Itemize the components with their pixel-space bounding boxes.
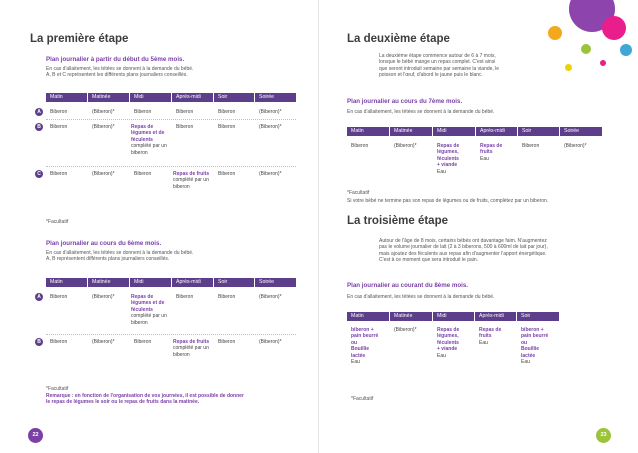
intro-line: A, B et C représentent les différents plans journaliers conseillés. <box>46 72 188 79</box>
footnote: *Facultatif <box>351 396 374 402</box>
section-intro <box>46 66 193 79</box>
table-cell-meal <box>351 327 378 365</box>
meal-highlight: Repas de fruits <box>173 171 210 177</box>
meal-water: Eau <box>437 168 446 175</box>
intro-line: La deuxième étape commence autour de 6 à 7 mois, <box>379 53 496 59</box>
row-label-badge: C <box>35 170 43 178</box>
table-cell-meal <box>479 327 501 346</box>
remark-line: Remarque : en fonction de l'organisation de vos journées, il est possible de donner <box>46 393 244 399</box>
header-cell: Midi <box>433 312 475 321</box>
section-note: En cas d'allaitement, les tétées se donnent à la demande du bébé. <box>347 109 495 115</box>
table-cell: Biberon <box>176 109 194 115</box>
table-cell: (Biberon)* <box>259 109 282 115</box>
table-cell: Biberon <box>134 109 152 115</box>
header-cell: Soir <box>214 278 255 287</box>
footnote: *Facultatif <box>46 219 69 225</box>
table-cell: Biberon <box>522 143 540 149</box>
header-cell: Matin <box>46 93 88 102</box>
decor-dot <box>565 64 572 71</box>
table-cell: Biberon <box>218 339 236 345</box>
decor-dot <box>548 26 562 40</box>
meal-note: complété par un biberon <box>131 143 167 156</box>
table-header <box>347 312 559 321</box>
meal-highlight: Repas de fruits <box>173 339 210 345</box>
meal-note: complété par un biberon <box>173 345 209 358</box>
meal-water: Eau <box>437 352 446 359</box>
remark <box>46 393 244 406</box>
meal-line: fruits <box>479 333 492 340</box>
section-intro <box>379 53 499 79</box>
table-cell: (Biberon)* <box>92 171 115 177</box>
table-cell: Biberon <box>176 294 194 300</box>
intro-line: lorsque le bébé mange un repas complet. C'est ainsi <box>379 59 496 66</box>
table-header <box>46 278 296 287</box>
intro-line: En cas d'allaitement, les tétées se donnent à la demande du bébé. <box>46 250 194 256</box>
meal-line: ou <box>521 339 528 346</box>
table-cell: Biberon <box>50 124 68 130</box>
decor-dot <box>600 60 606 66</box>
table-cell: Biberon <box>50 339 68 345</box>
meal-highlight: Repas de légumes et de féculents <box>131 294 165 313</box>
table-cell: (Biberon)* <box>92 294 115 300</box>
table-cell: Biberon <box>50 294 68 300</box>
table-cell: (Biberon)* <box>92 339 115 345</box>
table-cell-meal <box>173 339 213 358</box>
intro-line: A, B représentent différents plans journaliers conseillés. <box>46 256 170 263</box>
meal-line: Repas de <box>437 143 460 149</box>
table-cell-meal <box>437 143 459 175</box>
section-subtitle: Plan journalier au courant du 8ème mois. <box>347 282 469 289</box>
table-cell: Biberon <box>218 109 236 115</box>
meal-line: Repas de <box>437 327 460 333</box>
meal-line: biberon + <box>521 327 544 333</box>
meal-line: féculents <box>437 339 459 346</box>
decor-dot <box>581 44 591 54</box>
meal-line: légumes, <box>437 149 459 156</box>
decor-dot <box>620 44 632 56</box>
section-intro <box>46 250 193 263</box>
header-cell: Matin <box>46 278 88 287</box>
table-cell: Biberon <box>218 171 236 177</box>
header-cell: Soir <box>518 127 560 136</box>
table-cell: (Biberon)* <box>394 327 417 333</box>
intro-line: En cas d'allaitement, les tétées se donnent à la demande du bébé. <box>46 66 194 72</box>
intro-line: Autour de l'âge de 8 mois, certains bébés ont davantage faim. N'augmentez <box>379 238 547 244</box>
row-divider <box>46 166 296 167</box>
meal-line: + viande <box>437 162 458 169</box>
table-cell: Biberon <box>50 109 68 115</box>
meal-line: fruits <box>480 149 493 156</box>
meal-line: légumes, <box>437 333 459 340</box>
header-cell: Soirée <box>259 279 274 285</box>
meal-line: lactée <box>521 352 536 359</box>
header-cell: Matin <box>347 312 390 321</box>
row-label-badge: B <box>35 338 43 346</box>
header-cell: Midi <box>130 278 172 287</box>
meal-line: ou <box>351 339 358 346</box>
table-cell-meal <box>480 143 502 162</box>
table-cell: Biberon <box>134 339 152 345</box>
page-right <box>319 0 638 453</box>
table-cell: (Biberon)* <box>394 143 417 149</box>
meal-line: pain beurré <box>521 333 549 340</box>
row-label-badge: A <box>35 293 43 301</box>
table-cell: (Biberon)* <box>564 143 587 149</box>
row-label-badge: A <box>35 108 43 116</box>
meal-water: Eau <box>351 359 360 366</box>
header-cell: Soirée <box>564 128 579 134</box>
intro-line: mais ajoutez des féculents aux repas afin d'augmenter l'apport énergétique. <box>379 250 547 257</box>
section-subtitle: Plan journalier à partir du début du 5ème mois. <box>46 56 185 63</box>
table-cell: Biberon <box>176 124 194 130</box>
page-number: 22 <box>28 428 43 443</box>
table-cell-meal <box>131 294 171 326</box>
header-cell: Midi <box>433 127 476 136</box>
table-cell-meal <box>131 124 171 156</box>
page-number: 23 <box>596 428 611 443</box>
table-header <box>46 93 296 102</box>
table-cell: (Biberon)* <box>92 124 115 130</box>
meal-line: Bouillie <box>521 346 540 353</box>
footnote: *Facultatif <box>46 386 69 392</box>
header-cell: Après-midi <box>476 127 518 136</box>
table-cell: (Biberon)* <box>259 124 282 130</box>
remark-line: le repas de légumes le soir ou le repas de fruits dans la matinée. <box>46 399 200 406</box>
table-cell-meal <box>173 171 213 190</box>
table-cell: (Biberon)* <box>259 294 282 300</box>
table-cell: (Biberon)* <box>259 339 282 345</box>
header-cell: Après-midi <box>172 278 214 287</box>
table-header <box>347 127 602 136</box>
meal-water: Eau <box>521 359 530 366</box>
meal-line: + viande <box>437 346 458 353</box>
section-title: La troisième étape <box>347 215 448 227</box>
meal-line: Repas de <box>480 143 503 149</box>
table-cell: (Biberon)* <box>259 171 282 177</box>
table-cell: (Biberon)* <box>92 109 115 115</box>
header-cell: Matinée <box>390 312 433 321</box>
meal-line: lactée <box>351 352 366 359</box>
header-cell: Matinée <box>88 278 130 287</box>
header-cell: Midi <box>130 93 172 102</box>
table-cell: Biberon <box>134 171 152 177</box>
section-subtitle: Plan journalier au cours du 6ème mois. <box>46 240 162 247</box>
meal-line: pain beurré <box>351 333 379 340</box>
header-cell: Après-midi <box>475 312 517 321</box>
header-cell: Soir <box>521 313 531 319</box>
row-divider <box>46 119 296 120</box>
table-cell: Biberon <box>218 124 236 130</box>
meal-water: Eau <box>480 155 489 162</box>
row-label-badge: B <box>35 123 43 131</box>
intro-line: pas le volume journalier de lait (2 à 3 biberons, 500 à 600ml de lait par jour), <box>379 244 548 251</box>
table-cell: Biberon <box>50 171 68 177</box>
header-cell: Soir <box>214 93 255 102</box>
footnote: *Facultatif <box>347 190 370 196</box>
header-cell: Soirée <box>259 94 274 100</box>
meal-line: féculents <box>437 155 459 162</box>
table-cell: Biberon <box>351 143 369 149</box>
meal-line: Repas de <box>479 327 502 333</box>
meal-note: complété par un biberon <box>131 313 167 326</box>
decor-dot <box>602 16 626 40</box>
intro-line: poisson et l'œuf, d'abord le jaune puis le blanc. <box>379 72 483 79</box>
section-subtitle: Plan journalier au cours du 7ème mois. <box>347 98 463 105</box>
meal-note: complété par un biberon <box>173 177 209 190</box>
meal-water: Eau <box>479 339 488 346</box>
section-note: En cas d'allaitement, les tétées se donnent à la demande du bébé. <box>347 294 495 300</box>
meal-line: Bouillie <box>351 346 370 353</box>
table-cell: Biberon <box>218 294 236 300</box>
intro-line: que seront introduit semaine par semaine la viande, le <box>379 65 500 72</box>
page-title: La première étape <box>30 33 129 45</box>
meal-line: biberon + <box>351 327 374 333</box>
table-cell-meal <box>437 327 459 359</box>
section-intro <box>379 238 548 264</box>
header-cell: Matin <box>347 127 390 136</box>
header-cell: Matinée <box>390 127 433 136</box>
row-divider <box>46 334 296 335</box>
table-cell-meal <box>521 327 548 365</box>
header-cell: Matinée <box>88 93 130 102</box>
intro-line: C'est à ce moment que sera introduit le pain. <box>379 257 479 264</box>
page-title: La deuxième étape <box>347 33 450 45</box>
footnote: Si votre bébé ne termine pas son repas de légumes ou de fruits, complétez par un biberon. <box>347 198 549 204</box>
meal-highlight: Repas de légumes et de féculents <box>131 124 165 143</box>
header-cell: Après-midi <box>172 93 214 102</box>
